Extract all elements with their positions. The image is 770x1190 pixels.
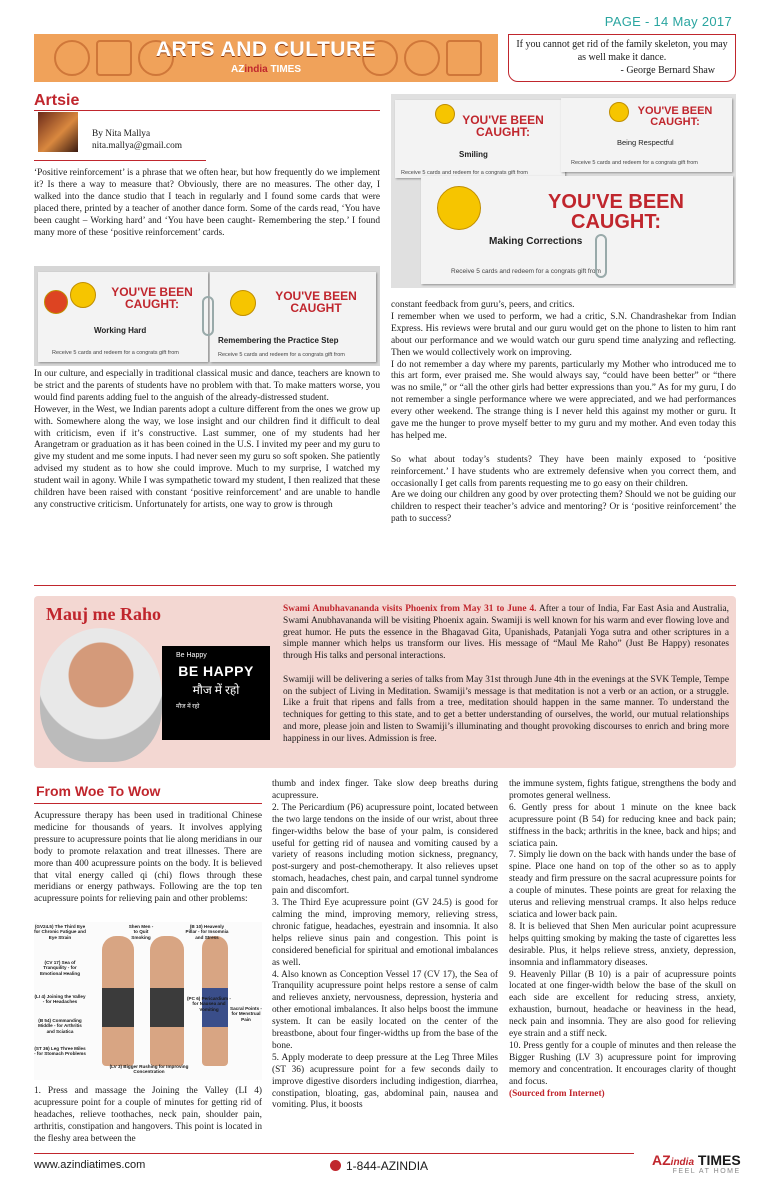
divider [34, 160, 206, 161]
card-heading: YOU'VE BEEN CAUGHT: [548, 191, 684, 233]
card-line: Smiling [459, 150, 488, 159]
paperclip-icon [595, 234, 607, 278]
smiley-icon [230, 290, 256, 316]
divider [34, 585, 736, 586]
woe-title: From Woe To Wow [36, 783, 161, 799]
footer-website[interactable]: www.azindiatimes.com [34, 1159, 146, 1171]
artsie-col2: constant feedback from guru’s, peers, and critics. I remember when we used to perform, we had a critic, S.N. Chandrashekar from Indian Express. His reviews were brutal and our guru would get on the phone to listen to him rant about our performance and we would watch our guru spend time analyzing and reflecting. Then we would collectively work on improving. I do not remember a day where my parents, particularly my Mother who introduced me to this art form, ever praised me. She would always say, “could have been better” or “there was no smile,” or “all the other girls had better expressions than you.” As for my guru, I do not remember a single performance where we were appreciated, and we had performances every other weekend. The strange thing is I never held this against my mother or guru. It gave me the hunger to prove myself better to my guru and my mother. And even today this has helped me. So what about today’s students? They have been mainly exposed to ‘positive reinforcement.’ I have students who are extremely defensive when you correct them, and occasionally I get calls from parents requesting me to go easy on their children. Are we doing our children any good by over protecting them? Should we not be guiding our children to respect their teacher’s advice and mentoring? Or is ‘positive reinforcement’ the path to success? [391, 300, 736, 525]
card-smiling [395, 100, 565, 178]
diagram-label: (CV 17) Sea of Tranquility - for Emotional Healing [39, 960, 81, 976]
card-footnote: Receive 5 cards and redeem for a congrats gift from [451, 268, 601, 275]
footer-brand: AZindia TIMES FEEL AT HOME [652, 1152, 741, 1175]
mauj-text: Swami Anubhavananda visits Phoenix from May 31 to June 4. After a tour of India, Far East Asia and Australia, Swami Anubhavananda will be visiting Phoenix again. Swamiji is well known for his warm and ever flowing love and great humor. He puts the essence in the Bhagavad Gita, Upanishads, Patanjali Yoga sutra and other scriptures in a simple manner which helps us transform our lives. His message of “Maul Me Raho” (Just Be Happy) resonates through His talks and personal interactions. Swamiji will be delivering a series of talks from May 31st through June 4th in the evenings at the SVK Temple, Tempe on the subject of Living in Meditation. Swamiji’s message is that meditation is not a verb or an action, or a struggle. Like a fruit that ripens and falls from a tree, meditation should happen in the same manner. To understand the techniques for getting to this state, and to get a better understanding of ourselves, the world, our mutual relationships and more, please join and listen to Swamiji’s illuminating and thought provoking discourses to enrich and bring more happiness in our lives. Admission is free. [283, 604, 729, 744]
card-heading: YOU'VE BEEN CAUGHT: [637, 105, 713, 128]
quote-box [508, 34, 736, 82]
woe-col2: thumb and index finger. Take slow deep breaths during acupressure. 2. The Pericardium (P6) acupressure point, located between the two large tendons on the inside of our wrist, about three finger-widths below the base of your palm, is considered useful for getting rid of nausea and vomiting caused by a variety of reasons including motion sickness, pregnancy, post-surgery and post-chemotherapy. It also relieves upset stomach, headaches, chest pain, and carpal tunnel syndrome pain and discomfort. 3. The Third Eye acupressure point (GV 24.5) is good for calming the mind, improving memory, relieving stress, chronic fatigue, headaches, eyestrain and insomnia. It also helps relieve sinus pain and congestion. This point is considered beneficial for spiritual and emotional imbalances as well. 4. Also known as Conception Vessel 17 (CV 17), the Sea of Tranquility acupressure point helps restore a sense of calm and relieves anxiety, nervousness, depression, hysteria and other emotional imbalances. It also helps boost the immune system. It can be easily located on the center of the breastbone, about four finger-widths up from the base of the bone. 5. Apply moderate to deep pressure at the Leg Three Miles (ST 36) acupressure point for a few seconds daily to improve digestive disorders including indigestion, diarrhea, constipation, bloating, gas, abdominal pain, nausea and vomiting. Plus, it boosts [272, 779, 498, 1111]
diagram-label: Shen Men - to Quit Smoking [128, 924, 154, 940]
diagram-label: (ST 36) Leg Three Miles - for Stomach Problems [34, 1046, 86, 1057]
diagram-label: Sacral Points - for Menstrual Pain [230, 1006, 262, 1022]
divider [34, 803, 262, 804]
artsie-col1: In our culture, and especially in traditional classical music and dance, teachers are known to be strict and the parents of students have no problem with that. To make matters worse, you would find parents adding fuel to the anguish of the already-distressed student. However, in the West, we Indian parents adopt a culture different from the ones we grow up with. Somewhere along the way, we lose insight and our children find it difficult to deal with criticism, even if it’s constructive. Last summer, one of my students had her Arangetram or graduation as it has been coined in the U.S. I invited my peer and my guru to give my student and me some inputs. I had never seen my guru so soft spoken. She patiently advised my student as to how she could improve. Much to my surprise, I watched my student wail in agony. While I was sympathetic toward my student, I then realized that these children have been raised with constant ‘positive reinforcement’ and are unable to handle any constructive criticism. Unfortunately for artists, one way to grow is through [34, 369, 380, 510]
source-note: (Sourced from Internet) [509, 1088, 605, 1099]
card-footnote: Receive 5 cards and redeem for a congrats gift from [52, 350, 179, 356]
be-happy-badge: Be Happy BE HAPPY मौज में रहो मौज में रहो [162, 646, 270, 740]
banner-brand: AZindia TIMES [230, 64, 302, 75]
card-line: Remembering the Practice Step [218, 336, 339, 345]
cards-photo-1 [34, 266, 380, 366]
woe-col3: the immune system, fights fatigue, strengthens the body and promotes general wellness. 6. Gently press for about 1 minute on the knee back acupressure point (B 54) for reducing knee and back pain; stiffness in the back; arthritis in the knee, back and hips; and sciatica pain. 7. Simply lie down on the back with hands under the base of spine. Place one hand on top of the other so as to apply steady and firm pressure on the sacral acupressure points for a couple of minutes. These points are great for relaxing the uterus and relieving menstrual cramps. It also helps reduce sciatica and lower back pain. 8. It is believed that Shen Men auricular point acupressure helps quitting smoking by making the taste of cigarettes less desirable. Plus, it helps relieve stress, anxiety, depression, insomnia and inflammatory diseases. 9. Heavenly Pillar (B 10) is a pair of acupressure points located at one finger-width below the base of the skull on each side are excellent for reducing stress, anxiety, exhaustion, burnout, headache or heaviness in the head, neck pain and insomnia. They are also good for relieving eye strain and a stiff neck. 10. Press gently for a couple of minutes and then release the Bigger Rushing (LV 3) acupressure point for improving memory and concentration. It encourages clarity of thought and focus. (Sourced from Internet) [509, 779, 736, 1099]
diagram-label: (B 10) Heavenly Pillar - for Insomnia and Stress [185, 924, 229, 940]
banner-title: ARTS AND CULTURE [155, 38, 377, 61]
card-corrections [421, 176, 733, 284]
paperclip-icon [202, 296, 214, 336]
body-figure-back [150, 936, 184, 1066]
card-line: Being Respectful [617, 138, 674, 147]
card-remembering [210, 272, 376, 362]
smiley-icon [437, 186, 481, 230]
card-line: Making Corrections [489, 236, 583, 247]
acupressure-diagram [34, 922, 262, 1080]
card-respectful [561, 98, 732, 172]
byline: By Nita Mallya [92, 129, 151, 139]
card-heading: YOU'VE BEEN CAUGHT: [111, 285, 193, 311]
quote-author: - George Bernard Shaw [620, 65, 715, 76]
smiley-icon [70, 282, 96, 308]
cards-photo-2 [391, 94, 736, 288]
page-label: PAGE - 14 May 2017 [604, 14, 732, 29]
diagram-label: (GV24.5) The Third Eye for Chronic Fatigue and Eye Strain [34, 924, 86, 940]
phone-icon [330, 1160, 341, 1171]
divider [34, 110, 380, 111]
divider [34, 1153, 634, 1154]
card-footnote: Receive 5 cards and redeem for a congrats gift from [401, 170, 528, 176]
author-email: nita.mallya@gmail.com [92, 141, 183, 151]
woe-col1: 1. Press and massage the Joining the Valley (LI 4) acupressure point for a couple of minutes for getting rid of headaches, relieve toothaches, neck pain, shoulder pain, arthritis, constipation and hangovers. This point is located in the fleshy area between the [34, 1086, 262, 1144]
card-heading: YOU'VE BEEN CAUGHT: [462, 113, 544, 139]
diagram-label: (LV 3) Bigger Rushing for Improving Concentration [109, 1064, 189, 1075]
mauj-title: Mauj me Raho [46, 604, 161, 624]
card-working-hard [38, 272, 208, 362]
diagram-label: (PC 6) Pericardium - for Nausea and Vomiting [187, 996, 231, 1012]
footer-phone: 1-844-AZINDIA [330, 1159, 428, 1173]
woe-intro: Acupressure therapy has been used in traditional Chinese medicine for thousands of years. It involves applying pressure to acupressure points that lie along meridians in our body to promote relaxation and treat illnesses. There are more than 400 acupressure points on the body. It is believed that vital energy called qi (chi) flows through these meridians or energy pathways. Following are the top ten acupressure points for relieving pain and other problems: [34, 811, 262, 905]
diagram-label: (B 54) Commanding Middle - for Arthritis and Sciatica [38, 1018, 82, 1034]
body-figure-front [102, 936, 134, 1066]
quote-text: If you cannot get rid of the family skeleton, you may as well make it dance. [516, 39, 728, 63]
swami-photo [40, 628, 162, 762]
card-footnote: Receive 5 cards and redeem for a congrats gift from [218, 352, 345, 358]
card-heading: YOU'VE BEEN CAUGHT [275, 289, 357, 315]
section-banner [34, 34, 498, 82]
diagram-label: (LI 4) Joining the Valley - for Headaches [34, 994, 86, 1005]
author-photo [38, 112, 78, 152]
card-line: Working Hard [94, 326, 147, 335]
artsie-para1: ‘Positive reinforcement’ is a phrase that we often hear, but how frequently do we implement it? Is there a way to measure that? Obviously, there are no measures. The other day, I walked into the dance studio that I teach in regularly and I found some cards that were placed there, printed by a teacher of another dance form. Some of the cards read, ‘You have been caught – Working hard’ and ‘You have been caught- Remembering the step.’ I found many more of these ‘positive reinforcement’ cards. [34, 168, 380, 238]
artsie-title: Artsie [34, 92, 80, 109]
card-footnote: Receive 5 cards and redeem for a congrats gift from [571, 160, 698, 166]
apple-icon [44, 290, 68, 314]
